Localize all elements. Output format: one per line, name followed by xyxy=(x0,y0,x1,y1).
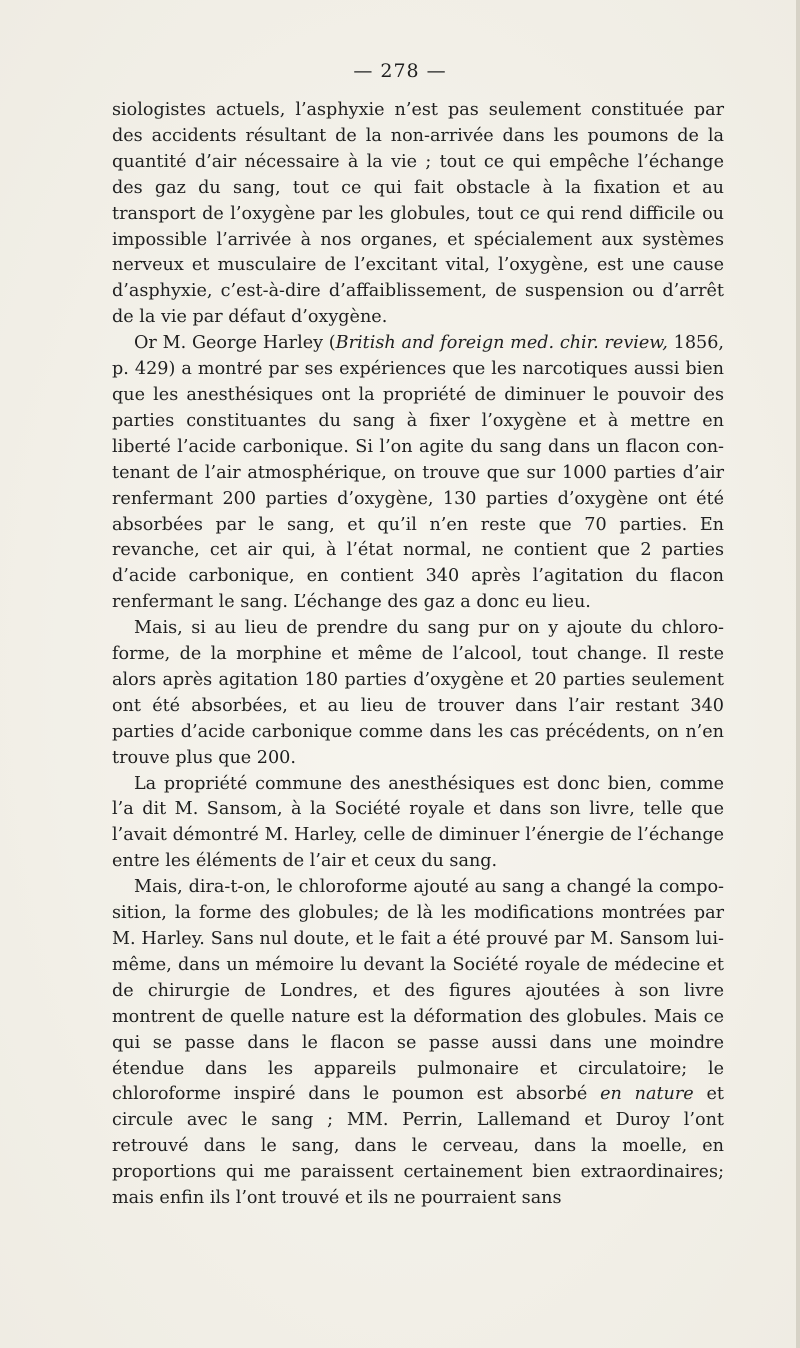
paragraph-2-rest: 1856, p. 429) a montré par ses expériences que les narcotiques aussi bien que les anesthésiques ont la propriété de diminuer le pouvoir des parties constituantes du sang à fixer l’oxygène et à mettre en liberté l’acide carbonique. Si l’on agite du sang dans un flacon contenant de l’air atmosphérique, on trouve que sur 1000 parties d’air renfermant 200 parties d’oxygène, 130 parties d’oxygène ont été absorbées par le sang, et qu’il n’en reste que 70 parties. En revanche, cet air qui, à l’état normal, ne contient que 2 parties d’acide carbonique, en contient 340 après l’agitation du flacon renfermant le sang. L’échange des gaz a donc eu lieu. xyxy=(112,333,724,613)
paragraph-2 xyxy=(112,331,724,616)
paragraph-3: Mais, si au lieu de prendre du sang pur on y ajoute du chloroforme, de la morphine et même de l’alcool, tout change. Il reste alors après agitation 180 parties d’oxygène et 20 parties seulement ont été absorbées, et au lieu de trouver dans l’air restant 340 parties d’acide carbonique comme dans les cas précédents, on n’en trouve plus que 200. xyxy=(112,618,724,768)
paragraph-1: siologistes actuels, l’asphyxie n’est pas seulement constituée par des accidents résultant de la non-arrivée dans les poumons de la quantité d’air nécessaire à la vie ; tout ce qui empêche l’échange des gaz du sang, tout ce qui fait obstacle à la fixation et au transport de l’oxygène par les globules, tout ce qui rend difficile ou impossible l’arrivée à nos organes, et spécialement aux systèmes nerveux et musculaire de l’excitant vital, l’oxygène, est une cause d’asphyxie, c’est-à-dire d’affaiblissement, de suspension ou d’arrêt de la vie par défaut d’oxygène. xyxy=(112,100,724,328)
page-number: — 278 — xyxy=(353,60,447,82)
paragraph-5-start: Mais, dira-t-on, le chloroforme ajouté au sang a changé la composition, la forme des globules; de là les modifications montrées par M. Harley. Sans nul doute, et le fait a été prouvé par M. Sansom lui-même, dans un mémoire lu devant la Société royale de médecine et de chirurgie de Londres, et des figures ajoutées à son livre montrent de quelle nature est la déformation des globules. Mais ce qui se passe dans le flacon se passe aussi dans une moindre étendue dans les appareils pulmonaire et circulatoire; le chloroforme inspiré dans le poumon est absorbé xyxy=(112,877,724,1105)
paragraph-5 xyxy=(112,875,724,1212)
body-text xyxy=(112,98,724,1212)
paragraph-4: La propriété commune des anesthésiques est donc bien, comme l’a dit M. Sansom, à la Société royale et dans son livre, telle que l’avait démontré M. Harley, celle de diminuer l’énergie de l’échange entre les éléments de l’air et ceux du sang. xyxy=(112,773,724,872)
italic-phrase: en nature xyxy=(600,1084,694,1105)
citation-title: British and foreign med. chir. review, xyxy=(335,333,668,354)
paragraph-2-start: Or M. George Harley ( xyxy=(134,333,336,354)
page-edge xyxy=(796,0,800,1348)
paragraph-5-rest: et circule avec le sang ; MM. Perrin, Lallemand et Duroy l’ont retrouvé dans le sang, dans le cerveau, dans la moelle, en proportions qui me paraissent certainement bien extraordinaires; mais enfin ils l’ont trouvé et ils ne pourraient sans xyxy=(112,1084,724,1209)
